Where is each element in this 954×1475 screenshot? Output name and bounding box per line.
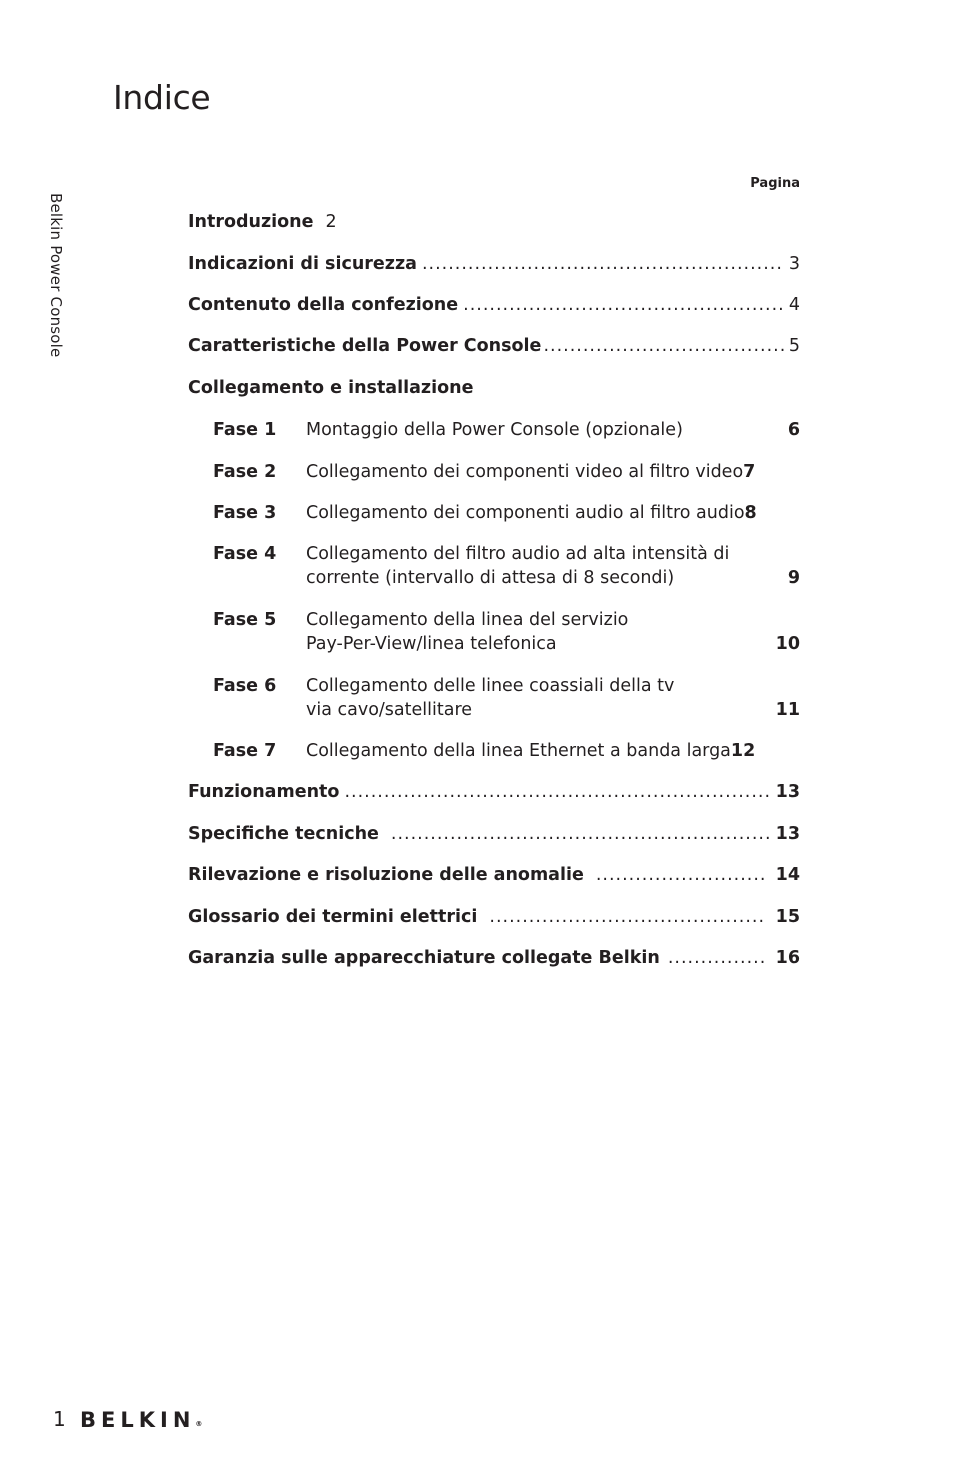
phase-label: Fase 2 — [213, 462, 277, 482]
phase-text: corrente (intervallo di attesa di 8 secondi) — [306, 568, 675, 588]
page-title: Indice — [113, 78, 211, 117]
phase-label: Fase 4 — [213, 544, 277, 564]
leader-dots — [543, 336, 783, 356]
phase-page: 12 — [730, 741, 756, 761]
toc-entry-funzionamento[interactable] — [188, 782, 800, 808]
toc-entry-label: Funzionamento — [188, 782, 340, 802]
toc-entry-page: 15 — [775, 907, 800, 927]
toc-entry-label: Introduzione — [188, 212, 314, 232]
phase-text: Pay-Per-View/linea telefonica — [306, 634, 557, 654]
leader-dots — [668, 948, 766, 968]
page-number: 1 — [53, 1407, 66, 1431]
toc-entry-page: 14 — [775, 865, 800, 885]
toc-entry-introduzione[interactable] — [188, 212, 800, 238]
page-column-header: Pagina — [750, 176, 800, 191]
leader-dots — [596, 865, 766, 885]
toc-entry-contenuto[interactable] — [188, 295, 800, 321]
phase-label: Fase 3 — [213, 503, 277, 523]
toc-entry-label: Contenuto della confezione — [188, 295, 459, 315]
phase-page: 9 — [787, 568, 800, 588]
phase-label: Fase 6 — [213, 676, 277, 696]
leader-dots — [422, 254, 784, 274]
phase-page: 10 — [775, 634, 800, 654]
toc-entry-sicurezza[interactable] — [188, 254, 800, 280]
toc-entry-page: 2 — [325, 212, 337, 232]
toc-entry-label: Glossario dei termini elettrici — [188, 907, 478, 927]
toc-entry-label: Indicazioni di sicurezza — [188, 254, 417, 274]
leader-dots — [463, 295, 784, 315]
leader-dots — [344, 782, 770, 802]
toc-entry-anomalie[interactable] — [188, 865, 800, 891]
toc-entry-page: 13 — [775, 782, 800, 802]
toc-entry-page: 13 — [775, 824, 800, 844]
toc-entry-label: Caratteristiche della Power Console — [188, 336, 542, 356]
leader-dots — [391, 824, 771, 844]
side-running-title: Belkin Power Console — [47, 193, 65, 358]
toc-entry-garanzia[interactable] — [188, 948, 800, 974]
toc-entry-page: 16 — [775, 948, 800, 968]
phase-text: Montaggio della Power Console (opzionale) — [306, 420, 683, 440]
phase-page: 11 — [775, 700, 800, 720]
logo-text: BELKIN — [80, 1408, 196, 1432]
toc-section-collegamento — [188, 378, 800, 404]
registered-mark: ® — [195, 1420, 203, 1428]
toc-entry-label: Rilevazione e risoluzione delle anomalie — [188, 865, 584, 885]
phase-label: Fase 7 — [213, 741, 277, 761]
phase-text: Collegamento dei componenti video al filtro video — [306, 462, 744, 482]
phase-label: Fase 5 — [213, 610, 277, 630]
phase-text: Collegamento dei componenti audio al filtro audio — [306, 503, 745, 523]
phase-text: Collegamento del filtro audio ad alta intensità di — [306, 544, 730, 564]
toc-entry-page: 4 — [788, 295, 800, 315]
phase-text: Collegamento della linea Ethernet a banda larga — [306, 741, 731, 761]
leader-dots — [489, 907, 765, 927]
phase-page: 6 — [787, 420, 800, 440]
toc-entry-label: Specifiche tecniche — [188, 824, 379, 844]
phase-page: 8 — [744, 503, 757, 523]
toc-section-label: Collegamento e installazione — [188, 378, 474, 398]
toc-entry-specifiche[interactable] — [188, 824, 800, 850]
toc-entry-label: Garanzia sulle apparecchiature collegate Belkin — [188, 948, 660, 968]
phase-text: Collegamento della linea del servizio — [306, 610, 629, 630]
belkin-logo — [80, 1408, 202, 1432]
toc-entry-page: 5 — [788, 336, 800, 356]
phase-text: via cavo/satellitare — [306, 700, 473, 720]
phase-text: Collegamento delle linee coassiali della tv — [306, 676, 675, 696]
phase-label: Fase 1 — [213, 420, 277, 440]
phase-page: 7 — [743, 462, 756, 482]
toc-entry-page: 3 — [788, 254, 800, 274]
toc-entry-caratteristiche[interactable] — [188, 336, 800, 362]
toc-entry-glossario[interactable] — [188, 907, 800, 933]
